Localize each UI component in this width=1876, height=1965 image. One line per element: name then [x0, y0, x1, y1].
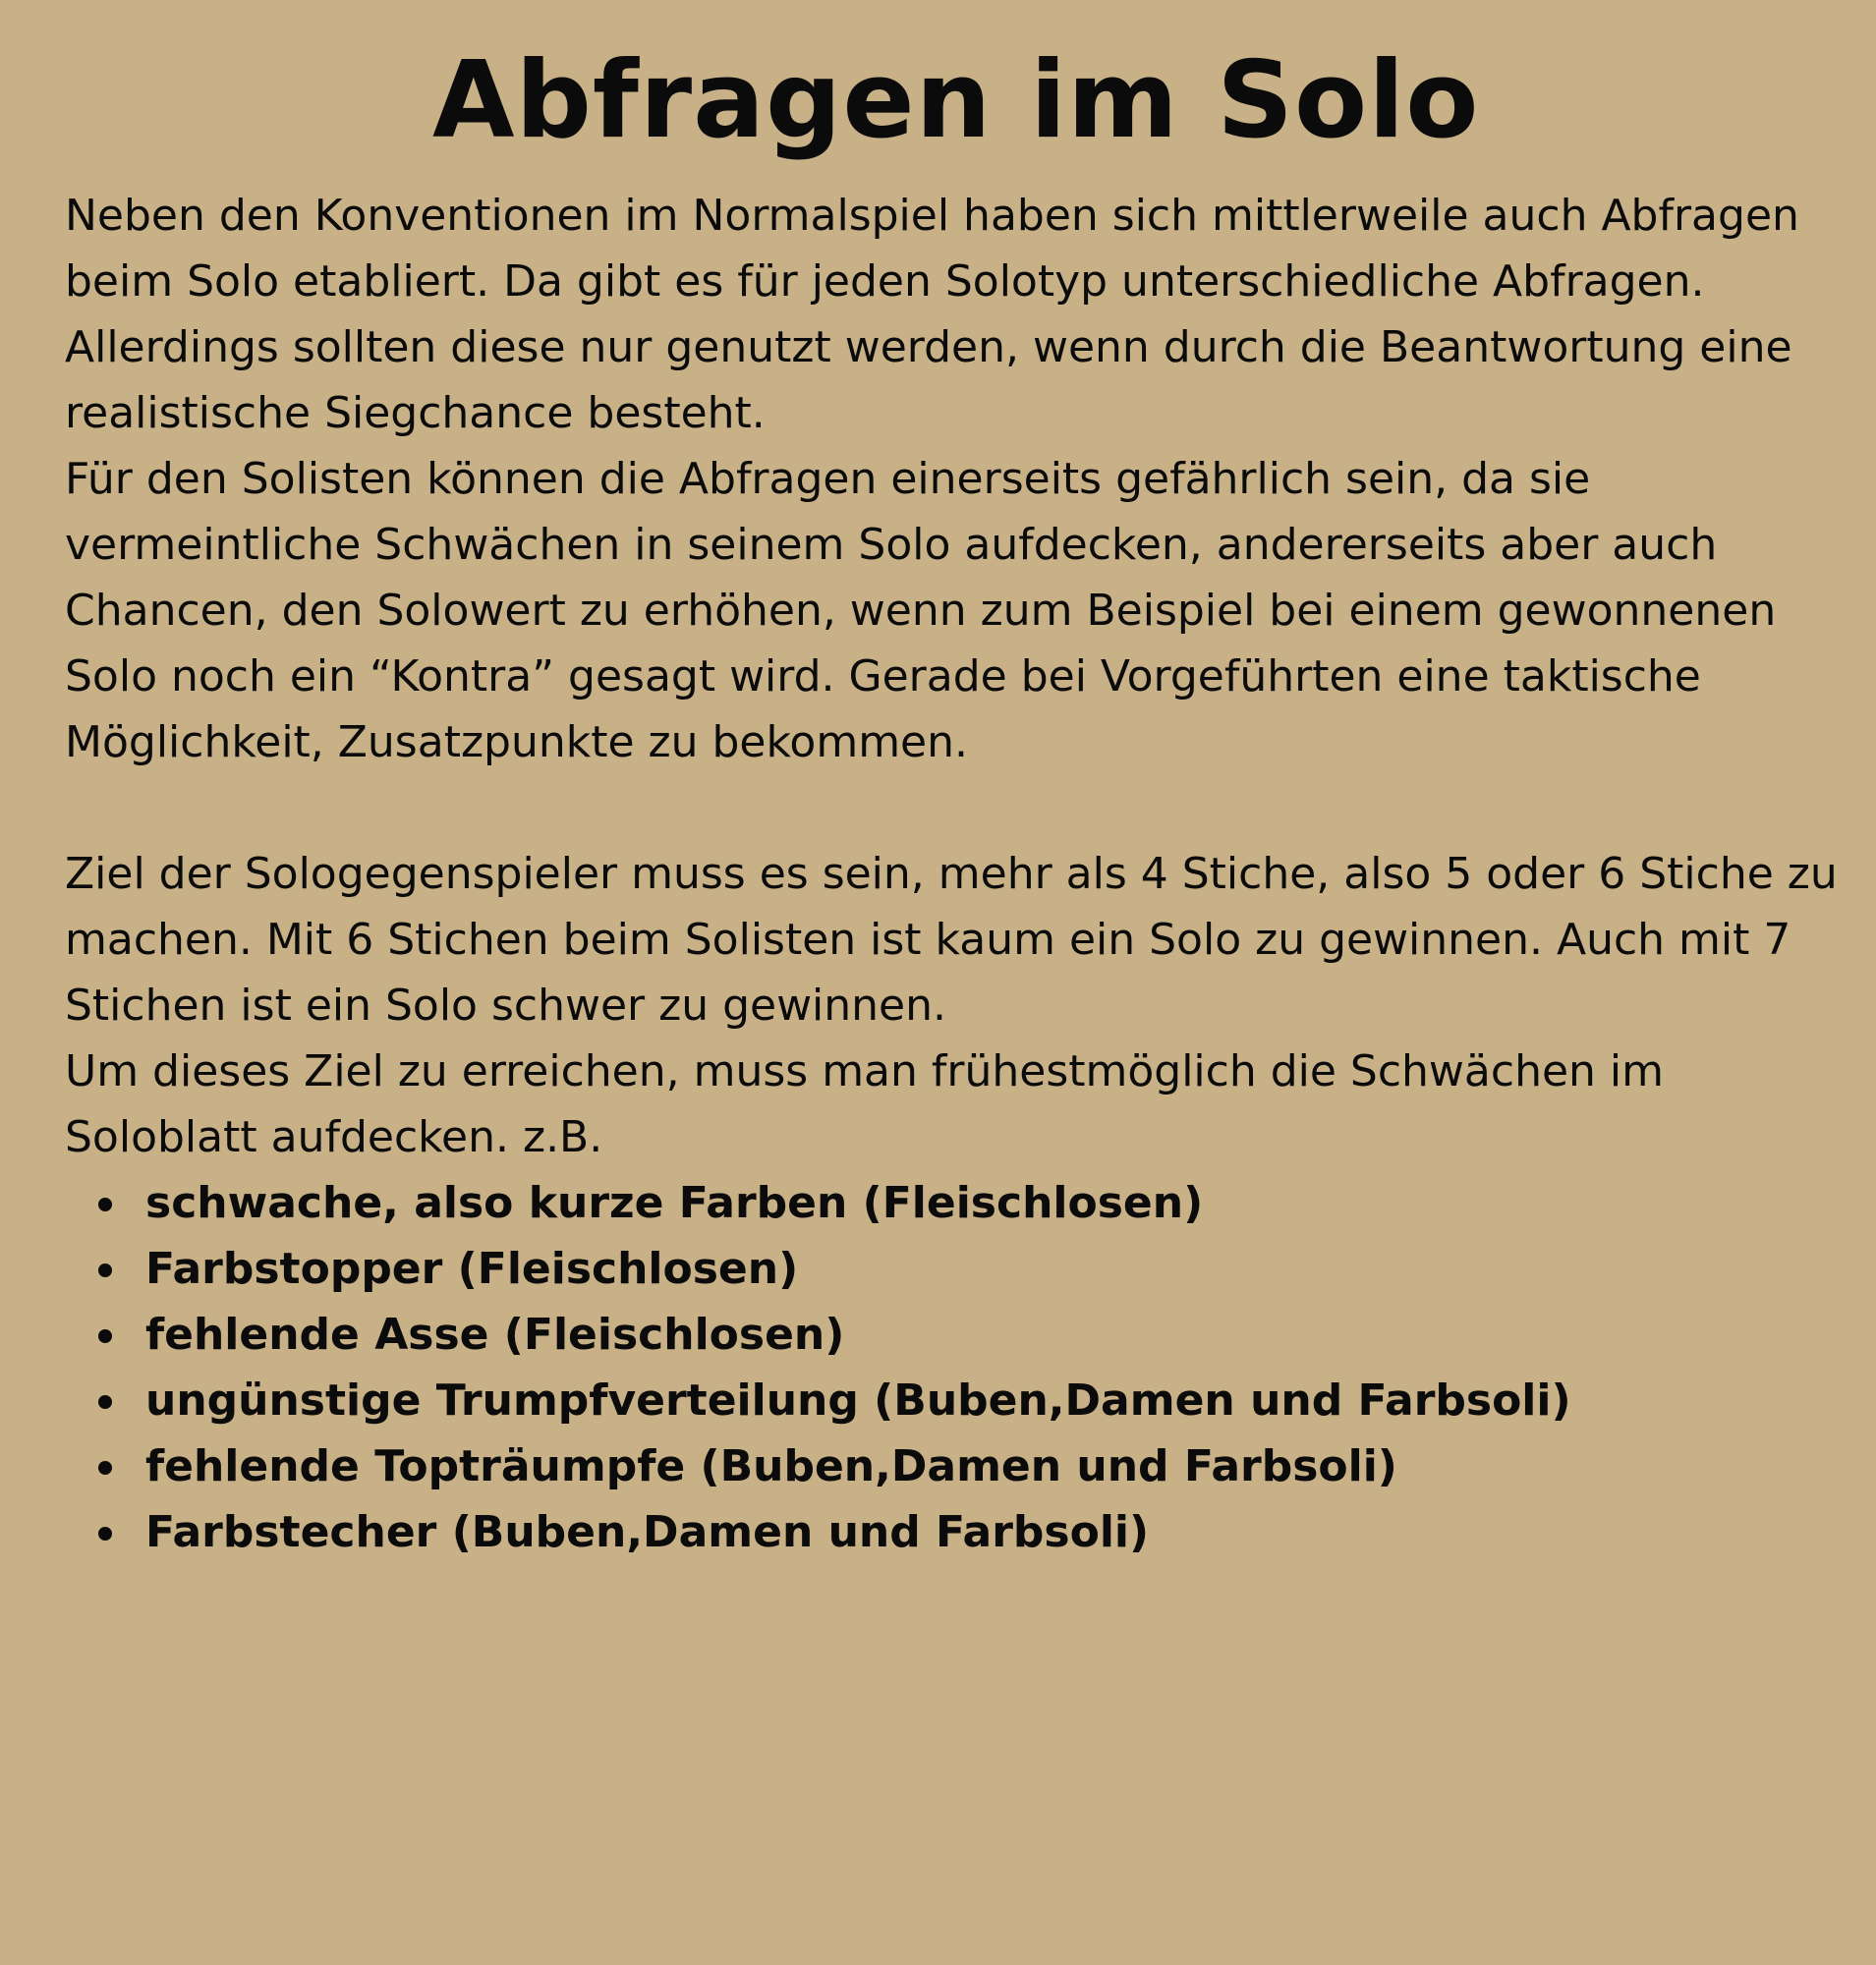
list-item-text: schwache, also kurze Farben (Fleischlosen)	[145, 1178, 1204, 1228]
bullet-icon	[98, 1461, 112, 1475]
list-item	[65, 1170, 1853, 1236]
paragraph-soloist: Für den Solisten können die Abfragen einerseits gefährlich sein, da sie vermeintliche Schwächen in seinem Solo aufdecken, andererseits aber auch Chancen, den Solowert zu erhöhen, wenn zum Beispiel bei einem gewonnenen Solo noch ein “Kontra” gesagt wird. Gerade bei Vorgeführten eine taktische Möglichkeit, Zusatzpunkte zu bekommen.	[65, 454, 1777, 767]
paragraph-intro: Neben den Konventionen im Normalspiel haben sich mittlerweile auch Abfragen beim Solo etabliert. Da gibt es für jeden Solotyp unterschiedliche Abfragen.	[65, 191, 1799, 307]
list-item-text: Farbstecher (Buben,Damen und Farbsoli)	[145, 1507, 1150, 1557]
list-item	[65, 1302, 1853, 1368]
paragraph-usage: Allerdings sollten diese nur genutzt werden, wenn durch die Beantwortung eine realistische Siegchance besteht.	[65, 322, 1792, 438]
bullet-icon	[98, 1329, 112, 1343]
list-item	[65, 1236, 1853, 1302]
list-item-text: fehlende Asse (Fleischlosen)	[145, 1310, 845, 1360]
bullet-icon	[98, 1263, 112, 1277]
list-item-text: fehlende Topträumpfe (Buben,Damen und Farbsoli)	[145, 1441, 1397, 1491]
list-item	[65, 1433, 1853, 1499]
bullet-icon	[98, 1198, 112, 1211]
bullet-icon	[98, 1395, 112, 1409]
page-title: Abfragen im Solo	[432, 39, 1480, 162]
list-item-text: Farbstopper (Fleischlosen)	[145, 1244, 799, 1294]
paragraph-goal: Ziel der Sologegenspieler muss es sein, mehr als 4 Stiche, also 5 oder 6 Stiche zu machen. Mit 6 Stichen beim Solisten ist kaum ein Solo zu gewinnen. Auch mit 7 Stichen ist ein Solo schwer zu gewinnen.	[65, 849, 1838, 1031]
paragraph-method: Um dieses Ziel zu erreichen, muss man frühestmöglich die Schwächen im Soloblatt aufdecken. z.B.	[65, 1046, 1664, 1162]
list-item	[65, 1499, 1853, 1565]
list-item-text: ungünstige Trumpfverteilung (Buben,Damen und Farbsoli)	[145, 1376, 1571, 1426]
weakness-list	[65, 1170, 1853, 1565]
paragraph-spacer	[65, 775, 1853, 841]
bullet-icon	[98, 1527, 112, 1541]
body-text	[65, 183, 1853, 1565]
list-item	[65, 1368, 1853, 1433]
